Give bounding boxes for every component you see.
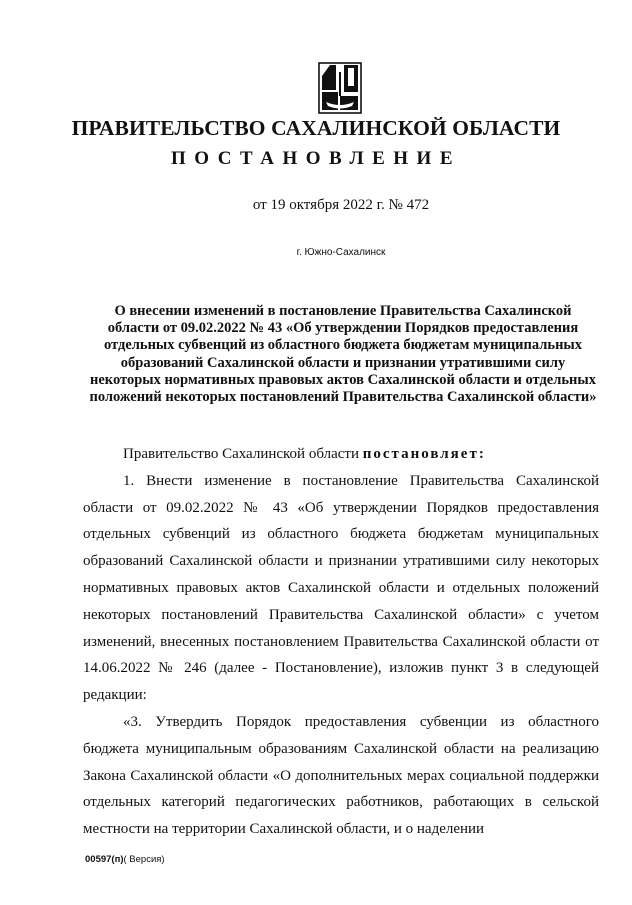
paragraph-1: 1. Внести изменение в постановление Правительства Сахалинской области от 09.02.2022 № 43 «Об утверждении Порядков предоставления отдельных субвенций из областного бюджета бюджетам муниципальных образований Сахалинской области и признании утратившими силу некоторых нормативных правовых актов Сахалинской области и отдельных положений некоторых постановлений Правительства Сахалинской области» с учетом изменений, внесенных постановлением Правительства Сахалинской области от 14.06.2022 № 246 (далее - Постановление), изложив пункт 3 в следующей редакции: <box>83 472 599 704</box>
document-date-number: от 19 октября 2022 г. № 472 <box>252 197 430 213</box>
government-title: ПРАВИТЕЛЬСТВО САХАЛИНСКОЙ ОБЛАСТИ <box>71 116 561 140</box>
preamble-action: постановляет: <box>362 446 486 462</box>
document-body <box>83 441 599 843</box>
footer-version <box>85 854 165 865</box>
preamble-text: Правительство Сахалинской области <box>123 446 363 462</box>
preamble-paragraph <box>83 441 599 468</box>
document-city: г. Южно-Сахалинск <box>296 247 386 258</box>
document-type: ПОСТАНОВЛЕНИЕ <box>170 148 462 169</box>
footer-code: 00597(п) <box>85 854 124 865</box>
footer-version-label: ( Версия) <box>123 854 165 865</box>
document-subject: О внесении изменений в постановление Правительства Сахалинской области от 09.02.2022 № 43 «Об утверждении Порядков предоставления отдельных субвенций из областного бюджета бюджетам муниципальных образований Сахалинской области и признании утратившими силу некоторых нормативных правовых актов Сахалинской области и отдельных положений некоторых постановлений Правительства Сахалинской области» <box>89 303 597 406</box>
paragraph-2: «3. Утвердить Порядок предоставления субвенции из областного бюджета муниципальным образованиям Сахалинской области на реализацию Закона Сахалинской области «О дополнительных мерах социальной поддержки отдельных категорий педагогических работников, работающих в сельской местности на территории Сахалинской области, и о наделении <box>83 713 599 838</box>
coat-of-arms-icon <box>318 62 362 114</box>
